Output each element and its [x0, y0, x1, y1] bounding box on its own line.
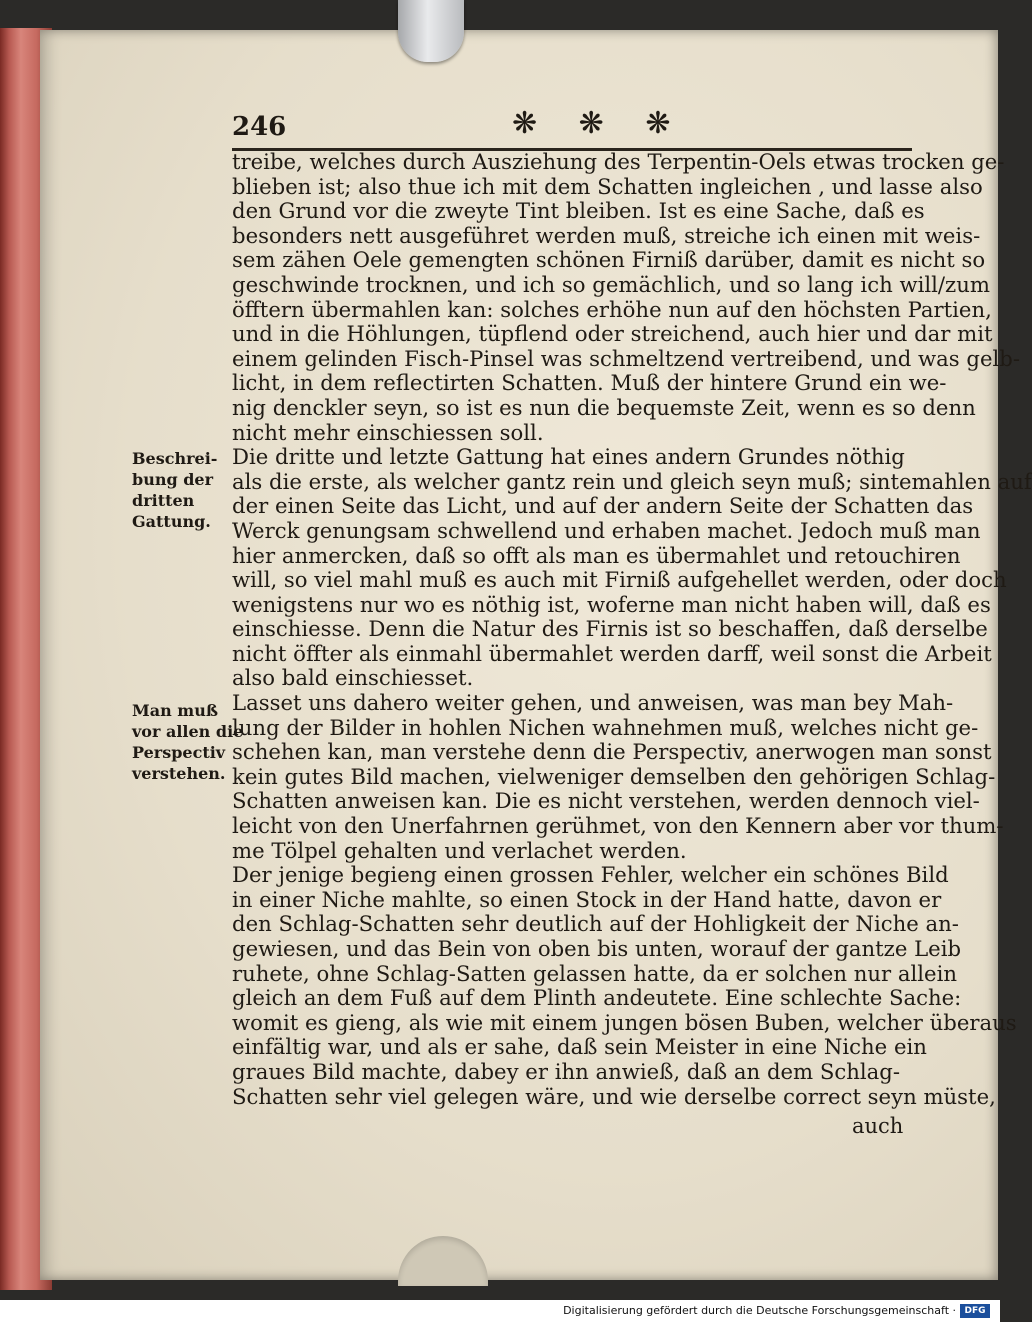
margin-note-line: Perspectiv	[132, 743, 226, 762]
text-line: einschiesse. Denn die Natur des Firnis ist so beschaffen, daß derselbe	[232, 616, 988, 642]
header-ornament: ❋ ❋ ❋	[512, 106, 687, 141]
margin-note-line: bung der	[132, 470, 214, 489]
text-line: ruhete, ohne Schlag-Satten gelassen hatte, da er solchen nur allein	[232, 960, 958, 986]
text-line: hier anmercken, daß so offt als man es übermahlet und retouchiren	[232, 542, 961, 568]
text-line: in einer Niche mahlte, so einen Stock in der Hand hatte, davon er	[232, 886, 942, 912]
text-line: blieben ist; also thue ich mit dem Schatten ingleichen , und lasse also	[232, 173, 983, 199]
margin-note-line: Beschrei-	[132, 449, 218, 468]
text-line: Schatten anweisen kan. Die es nicht verstehen, werden dennoch viel-	[232, 788, 980, 814]
margin-note-line: Gattung.	[132, 512, 211, 531]
text-line: womit es gieng, als wie mit einem jungen bösen Buben, welcher überaus	[232, 1009, 1017, 1035]
text-line: öfftern übermahlen kan: solches erhöhe nun auf den höchsten Partien,	[232, 296, 992, 322]
text-line: den Grund vor die zweyte Tint bleiben. Ist es eine Sache, daß es	[232, 198, 925, 224]
text-line: me Tölpel gehalten und verlachet werden.	[232, 837, 687, 863]
text-line: also bald einschiesset.	[232, 665, 474, 691]
margin-note-perspectiv	[132, 700, 244, 784]
margin-note-line: Man muß	[132, 701, 218, 720]
text-line: Schatten sehr viel gelegen wäre, und wie derselbe correct seyn müste,	[232, 1083, 996, 1109]
text-line: Die dritte und letzte Gattung hat eines andern Grundes nöthig	[232, 444, 905, 470]
text-line: Lasset uns dahero weiter gehen, und anweisen, was man bey Mah-	[232, 690, 954, 716]
text-line: nicht öffter als einmahl übermahlet werden darff, weil sonst die Arbeit	[232, 640, 992, 666]
text-line: sem zähen Oele gemengten schönen Firniß darüber, damit es nicht so	[232, 247, 986, 273]
text-line: gewiesen, und das Bein von oben bis unten, worauf der gantze Leib	[232, 936, 962, 961]
text-line: schehen kan, man verstehe denn die Perspectiv, anerwogen man sonst	[232, 739, 992, 765]
page-clip	[398, 0, 464, 62]
text-line: den Schlag-Schatten sehr deutlich auf der Hohligkeit der Niche an-	[232, 911, 959, 937]
body-text	[232, 149, 1032, 1109]
text-line: Der jenige begieng einen grossen Fehler, welcher ein schönes Bild	[232, 862, 949, 888]
text-line: licht, in dem reflectirten Schatten. Muß der hintere Grund ein we-	[232, 370, 947, 396]
text-line: will, so viel mahl muß es auch mit Firniß aufgehellet werden, oder doch	[232, 567, 1007, 593]
text-line: nig denckler seyn, so ist es nun die bequemste Zeit, wenn es so denn	[232, 394, 976, 420]
text-line: kein gutes Bild machen, vielweniger demselben den gehörigen Schlag-	[232, 763, 996, 789]
text-line: Werck genungsam schwellend und erhaben machet. Jedoch muß man	[232, 517, 981, 543]
text-line: wenigstens nur wo es nöthig ist, woferne man nicht haben will, daß es	[232, 591, 991, 617]
text-line: als die erste, als welcher gantz rein und gleich seyn muß; sintemahlen auf	[232, 468, 1032, 494]
margin-note-line: verstehen.	[132, 764, 226, 783]
catchword: auch	[852, 1114, 904, 1138]
text-line: und in die Höhlungen, tüpflend oder streichend, auch hier und dar mit	[232, 321, 993, 347]
text-line: einfältig war, und als er sahe, daß sein Meister in eine Niche ein	[232, 1034, 927, 1060]
margin-note-line: dritten	[132, 491, 195, 510]
margin-note-line: vor allen die	[132, 722, 244, 741]
footer-bar	[0, 1300, 1000, 1322]
running-header	[232, 106, 912, 151]
text-line: nicht mehr einschiessen soll.	[232, 419, 544, 445]
text-line: geschwinde trocknen, und ich so gemächlich, und so lang ich will/zum	[232, 271, 990, 297]
dfg-logo: DFG	[960, 1304, 990, 1318]
text-line: leicht von den Unerfahrnen gerühmet, von den Kennern aber vor thum-	[232, 813, 1004, 839]
page-number: 246	[232, 112, 287, 142]
footer-credit: Digitalisierung gefördert durch die Deutsche Forschungsgemeinschaft ·	[563, 1304, 956, 1317]
text-line: treibe, welches durch Ausziehung des Terpentin-Oels etwas trocken ge-	[232, 149, 1005, 174]
text-line: gleich an dem Fuß auf dem Plinth andeutete. Eine schlechte Sache:	[232, 985, 962, 1011]
text-line: einem gelinden Fisch-Pinsel was schmeltzend vertreibend, und was gelb-	[232, 345, 1020, 371]
margin-note-dritte-gattung	[132, 448, 222, 532]
text-line: der einen Seite das Licht, und auf der andern Seite der Schatten das	[232, 493, 974, 519]
text-line: besonders nett ausgeführet werden muß, streiche ich einen mit weis-	[232, 222, 981, 248]
text-line: lung der Bilder in hohlen Nichen wahnehmen muß, welches nicht ge-	[232, 714, 979, 740]
text-line: graues Bild machte, dabey er ihn anwieß, daß an dem Schlag-	[232, 1058, 901, 1084]
